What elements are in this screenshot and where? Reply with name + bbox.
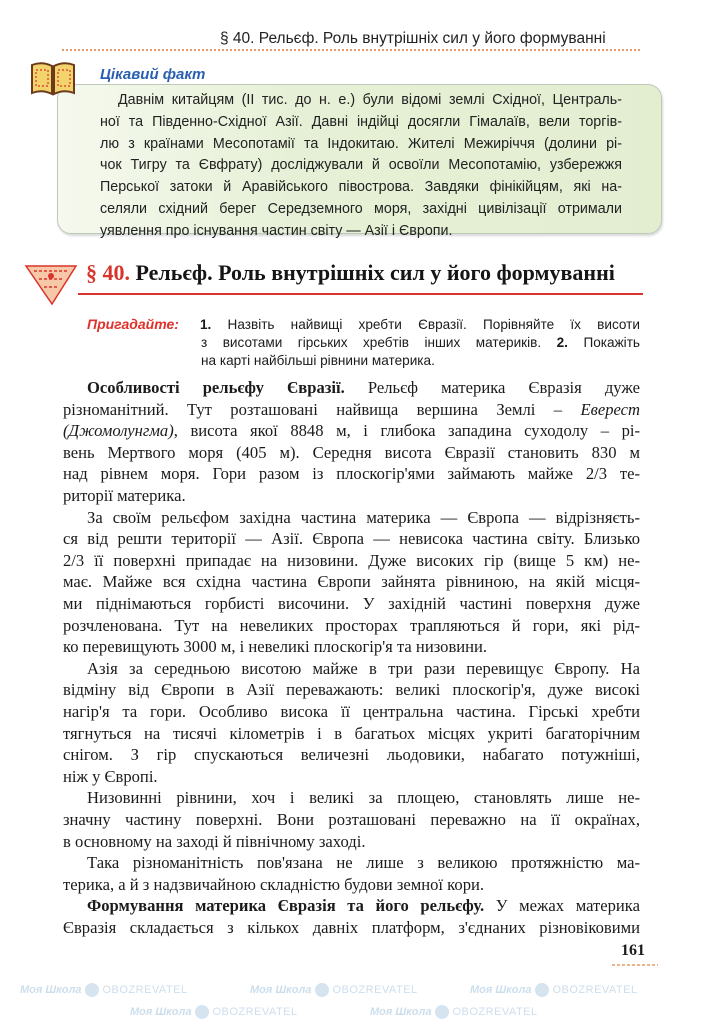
text-segment: Євразія складається з кількох давніх платформ, з'єднаних різновіковими [63, 918, 640, 937]
watermark [250, 982, 418, 998]
text-segment: має. Майже вся східна частина Європи зайнята рівниною, на якій місця- [63, 572, 640, 592]
text-segment: У межах материка [484, 896, 640, 916]
body-line [63, 508, 640, 528]
watermark [130, 1004, 298, 1020]
watermark-brand: OBOZREVATEL [332, 984, 418, 996]
body-line [63, 443, 640, 463]
running-head: § 40. Рельєф. Роль внутрішніх сил у його формуванні [220, 30, 606, 47]
text-segment: Така різноманітність пов'язана не лише з великою протяжністю ма- [87, 853, 640, 873]
recall-line [201, 334, 640, 351]
watermark [470, 982, 638, 998]
body-line [63, 896, 640, 916]
watermark-brand: Моя Школа [470, 984, 532, 996]
text-segment: риторії материка. [63, 486, 186, 505]
body-line [63, 832, 640, 852]
text-segment: відміну від Європи в Азії переважають: великі плоскогір'я, дуже високі [63, 680, 640, 700]
watermark [20, 982, 188, 998]
section-title: Рельєф. Роль внутрішніх сил у його формуванні [135, 260, 615, 285]
body-line [63, 810, 640, 830]
obozrevatel-logo-icon [535, 983, 549, 997]
fact-line: чок Тигру та Євфрату) досліджували й освоїли Месопотамію, узбережжя [100, 157, 622, 174]
text-segment: 2/3 її поверхні припадає на низовини. Дуже високих гір (вище 5 км) не- [63, 550, 640, 570]
body-line [63, 745, 640, 765]
bold-text: Особливості рельєфу Євразії. [87, 378, 345, 397]
fact-title: Цікавий факт [100, 66, 206, 83]
text-segment: різноманітний. Тут розташовані найвища вершина Землі – [63, 399, 581, 419]
triangle-ornament-icon [24, 262, 79, 307]
body-line [63, 680, 640, 700]
text-segment: розчленована. Тут на невеликих просторах трапляються й гори, які рід- [63, 615, 640, 635]
body-line [63, 767, 640, 787]
text-segment: вень Мертвого моря (405 м). Середня висота Євразії становить 830 м [63, 442, 640, 462]
page-ornament-icon [612, 961, 658, 969]
recall-label: Пригадайте: [87, 316, 179, 332]
watermark-brand: Моя Школа [250, 984, 312, 996]
open-book-icon [29, 60, 77, 96]
body-line [63, 918, 640, 938]
text-segment: ся від решти території — Азії. Європа — невисока частина світу. Близько [63, 529, 640, 549]
page-number: 161 [621, 942, 645, 959]
text-segment: ми піднімаються горбисті височини. У західній частині поверхня дуже [63, 594, 640, 613]
text-segment: з висотами гірських хребтів інших материків. [201, 335, 557, 350]
obozrevatel-logo-icon [85, 983, 99, 997]
text-segment: нагір'я та гори. Особливо висока її центральна частина. Гірські хребти [63, 702, 640, 721]
watermark-brand: OBOZREVATEL [212, 1006, 298, 1018]
text-segment: терика, а й з надзвичайною складністю будови земної кори. [63, 874, 485, 894]
body-line [63, 529, 640, 549]
body-line [63, 853, 640, 873]
section-number: § 40. [86, 260, 130, 285]
obozrevatel-logo-icon [315, 983, 329, 997]
watermark-brand: Моя Школа [370, 1006, 432, 1018]
fact-line: уявлення про існування частин світу — Азії і Європи. [100, 222, 453, 239]
fact-line: селяли східний берег Середземного моря, західні цивілізації отримали [100, 201, 622, 217]
text-segment: Покажіть [567, 335, 640, 350]
body-line [63, 659, 640, 679]
watermark [370, 1004, 538, 1020]
watermark-brand: Моя Школа [20, 984, 82, 996]
body-line [63, 551, 640, 571]
fact-line: лю з країнами Месопотамії та Індокитаю. Жителі Межиріччя (долини рі- [100, 135, 622, 152]
watermark-brand: OBOZREVATEL [452, 1006, 538, 1018]
watermark-brand: OBOZREVATEL [102, 984, 188, 996]
italic-text: (Джомолунгма) [63, 421, 174, 441]
text-segment: За своїм рельєфом західна частина материка — Європа — відрізняєть- [87, 507, 640, 527]
fact-line: Перської затоки й Аравійського півострова. Завдяки фінікійцям, які на- [100, 179, 622, 196]
text-segment: в основному на заході й північному заході. [63, 831, 366, 851]
bold-text: 2. [556, 335, 568, 350]
text-segment: тягнуться на тисячі кілометрів і в багатьох місцях укриті багаторічним [63, 723, 640, 743]
text-segment: Назвіть найвищі хребти Євразії. Порівняйте їх висоти [211, 317, 640, 332]
obozrevatel-logo-icon [435, 1005, 449, 1019]
text-segment: снігом. З гір спускаються величезні льодовики, набагато потужніші, [63, 745, 640, 765]
italic-text: Еверест [580, 399, 640, 419]
text-segment: Рельєф материка Євразія дуже [344, 378, 640, 397]
text-segment: ко перевищують 3000 м, і невеликі плоскогір'я та низовини. [63, 637, 488, 657]
watermark-brand: OBOZREVATEL [552, 984, 638, 996]
fact-line: Давнім китайцям (II тис. до н. е.) були відомі землі Східної, Централь- [118, 92, 622, 108]
text-segment: на карті найбільші рівнини материка. [201, 353, 435, 368]
bold-text: 1. [200, 317, 212, 332]
body-line [63, 594, 640, 614]
text-segment: Азія за середньою висотою майже в три рази перевищує Європу. На [87, 658, 640, 678]
body-line [63, 724, 640, 744]
section-heading [86, 259, 615, 287]
bold-text: Формування материка Євразія та його рельєфу. [87, 896, 485, 916]
watermark-brand: Моя Школа [130, 1006, 192, 1018]
text-segment: над рівнем моря. Гори разом із плоскогір'ями займають майже 2/3 те- [63, 464, 640, 484]
text-segment: , висота якої 8848 м, і глибока западина суходолу – рі- [173, 421, 640, 441]
body-line [63, 572, 640, 592]
text-segment: значну частину поверхні. Вони розташовані переважно на її окраїнах, [63, 810, 640, 829]
body-line [63, 400, 640, 420]
body-line [63, 875, 640, 895]
heading-underline [78, 293, 643, 295]
fact-line: ної та Південно-Східної Азії. Давні індійці досягли Гімалаїв, вели торгів- [100, 113, 622, 130]
body-line [63, 486, 640, 506]
body-line [63, 421, 640, 441]
body-line [63, 637, 640, 657]
body-line [63, 702, 640, 722]
text-segment: Низовинні рівнини, хоч і великі за площею, становлять лише не- [87, 788, 640, 808]
text-segment: ніж у Європі. [63, 766, 158, 786]
recall-line [201, 352, 640, 369]
obozrevatel-logo-icon [195, 1005, 209, 1019]
body-line [63, 616, 640, 636]
recall-line [200, 316, 640, 333]
body-line [63, 378, 640, 398]
dotted-divider [62, 49, 640, 51]
body-line [63, 788, 640, 808]
body-line [63, 464, 640, 484]
